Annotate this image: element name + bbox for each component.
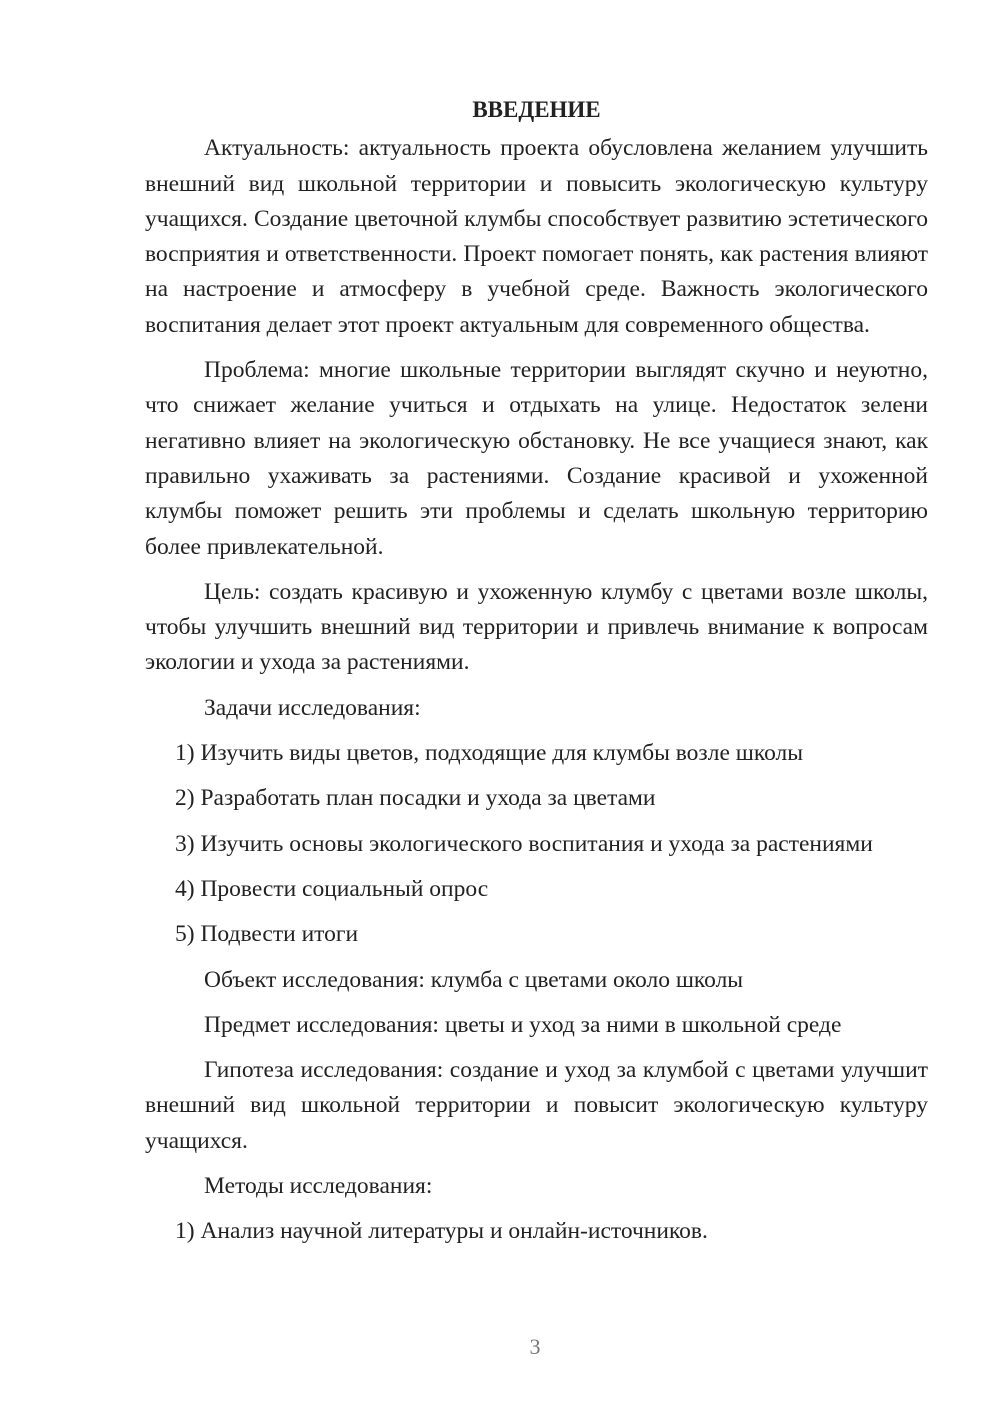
page-content	[145, 92, 928, 1260]
task-item: 2) Разработать план посадки и ухода за цветами	[175, 785, 656, 812]
method-item: 1) Анализ научной литературы и онлайн-источников.	[175, 1218, 708, 1245]
methods-heading: Методы исследования:	[204, 1173, 433, 1200]
task-item: 4) Провести социальный опрос	[175, 875, 489, 902]
task-item: 1) Изучить виды цветов, подходящие для клумбы возле школы	[175, 740, 804, 767]
problem-paragraph: Проблема: многие школьные территории выглядят скучно и неуютно, что снижает желание учиться и отдыхать на улице. Недостаток зелени негативно влияет на экологическую обстановку. Не все учащиеся знают, как правильно ухаживать за растениями. Создание красивой и ухоженной клумбы поможет решить эти проблемы и сделать школьную территорию более привлекательной.	[145, 357, 928, 560]
task-item: 3) Изучить основы экологического воспитания и ухода за растениями	[175, 830, 873, 857]
goal-paragraph: Цель: создать красивую и ухоженную клумбу с цветами возле школы, чтобы улучшить внешний вид территории и привлечь внимание к вопросам экологии и ухода за растениями.	[145, 578, 928, 676]
tasks-heading: Задачи исследования:	[204, 694, 421, 721]
methods-list	[145, 1214, 928, 1249]
subject-line: Предмет исследования: цветы и уход за ними в школьной среде	[204, 1011, 842, 1038]
relevance-paragraph: Актуальность: актуальность проекта обусловлена желанием улучшить внешний вид школьной территории и повысить экологическую культуру учащихся. Создание цветочной клумбы способствует развитию эстетического восприятия и ответственности. Проект помогает понять, как растения влияют на настроение и атмосферу в учебной среде. Важность экологического воспитания делает этот проект актуальным для современного общества.	[145, 135, 928, 338]
page-number: 3	[529, 1334, 541, 1359]
object-line: Объект исследования: клумба с цветами около школы	[204, 966, 744, 993]
page-title: ВВЕДЕНИЕ	[472, 97, 601, 122]
hypothesis-paragraph: Гипотеза исследования: создание и уход за клумбой с цветами улучшит внешний вид школьной территории и повысит экологическую культуру учащихся.	[145, 1057, 928, 1154]
task-item: 5) Подвести итоги	[175, 921, 359, 948]
tasks-list	[145, 736, 928, 952]
